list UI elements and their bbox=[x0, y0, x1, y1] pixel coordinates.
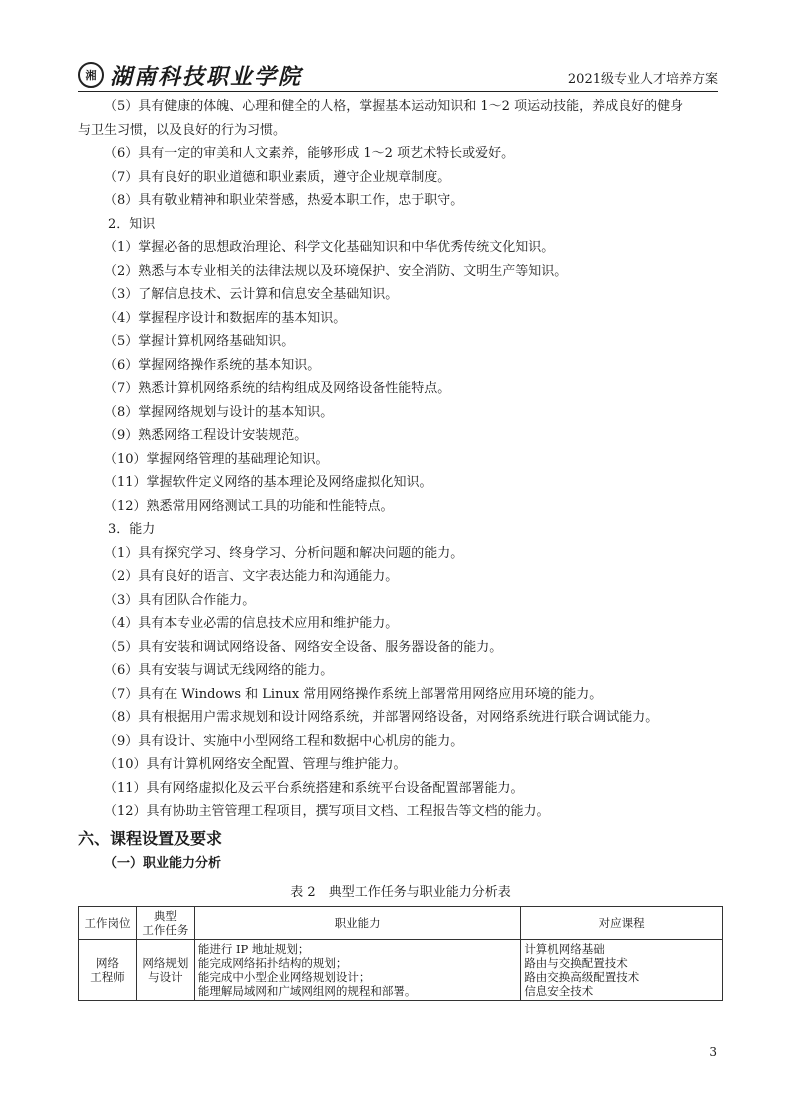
ability-item: （5）具有安装和调试网络设备、网络安全设备、服务器设备的能力。 bbox=[104, 639, 503, 655]
course-line: 路由与交换配置技术 bbox=[524, 955, 628, 970]
ability-item: （7）具有在 Windows 和 Linux 常用网络操作系统上部署常用网络应用环境的能力。 bbox=[104, 686, 603, 702]
subsection-title: （一）职业能力分析 bbox=[104, 855, 222, 871]
header-rule bbox=[78, 91, 718, 92]
ability-item: （12）具有协助主管管理工程项目，撰写项目文档、工程报告等文档的能力。 bbox=[104, 804, 550, 819]
cell-abilities bbox=[194, 939, 520, 1000]
knowledge-item: （12）熟悉常用网络测试工具的功能和性能特点。 bbox=[104, 498, 394, 514]
ability-item: （9）具有设计、实施中小型网络工程和数据中心机房的能力。 bbox=[104, 733, 464, 749]
knowledge-item: （1）掌握必备的思想政治理论、科学文化基础知识和中华优秀传统文化知识。 bbox=[104, 240, 555, 255]
table-caption: 表 2 典型工作任务与职业能力分析表 bbox=[290, 884, 511, 900]
school-logo bbox=[78, 60, 302, 90]
quality-item: （7）具有良好的职业道德和职业素质，遵守企业规章制度。 bbox=[104, 169, 451, 185]
cell-task-line: 与设计 bbox=[148, 969, 183, 984]
knowledge-item: （10）掌握网络管理的基础理论知识。 bbox=[104, 451, 329, 467]
ability-line: 能完成网络拓扑结构的规划； bbox=[197, 955, 348, 970]
ability-item: （3）具有团队合作能力。 bbox=[104, 592, 256, 608]
page-content bbox=[78, 95, 723, 1001]
cell-post-line: 工程师 bbox=[90, 969, 125, 984]
ability-line: 能进行 IP 地址规划； bbox=[197, 941, 310, 956]
ability-line: 能完成中小型企业网络规划设计； bbox=[197, 969, 371, 984]
quality-item: （6）具有一定的审美和人文素养，能够形成 1～2 项艺术特长或爱好。 bbox=[104, 146, 515, 161]
ability-item: （8）具有根据用户需求规划和设计网络系统，并部署网络设备，对网络系统进行联合调试能力。 bbox=[104, 710, 659, 725]
knowledge-heading: 2．知识 bbox=[108, 216, 156, 232]
knowledge-item: （7）熟悉计算机网络系统的结构组成及网络设备性能特点。 bbox=[104, 381, 451, 396]
header-ability: 职业能力 bbox=[194, 906, 520, 939]
table-row bbox=[79, 939, 723, 1000]
knowledge-item: （8）掌握网络规划与设计的基本知识。 bbox=[104, 404, 334, 420]
ability-item: （11）具有网络虚拟化及云平台系统搭建和系统平台设备配置部署能力。 bbox=[104, 780, 524, 796]
header-task-line1: 典型 bbox=[153, 908, 177, 923]
ability-heading: 3．能力 bbox=[108, 522, 156, 537]
header-task bbox=[136, 906, 194, 939]
ability-item: （10）具有计算机网络安全配置、管理与维护能力。 bbox=[104, 757, 407, 772]
course-line: 路由交换高级配置技术 bbox=[524, 969, 640, 984]
knowledge-item: （6）掌握网络操作系统的基本知识。 bbox=[104, 357, 321, 373]
header-post: 工作岗位 bbox=[79, 906, 137, 939]
ability-line: 能理解局域网和广域网组网的规程和部署。 bbox=[197, 983, 417, 998]
section-title: 六、课程设置及要求 bbox=[78, 828, 223, 848]
knowledge-item: （4）掌握程序设计和数据库的基本知识。 bbox=[104, 310, 347, 326]
cell-task-line: 网络规划 bbox=[142, 955, 189, 970]
course-line: 信息安全技术 bbox=[524, 983, 594, 998]
knowledge-item: （11）掌握软件定义网络的基本理论及网络虚拟化知识。 bbox=[104, 475, 433, 490]
ability-item: （2）具有良好的语言、文字表达能力和沟通能力。 bbox=[104, 569, 399, 584]
school-seal-icon: 湘 bbox=[78, 62, 104, 88]
ability-item: （4）具有本专业必需的信息技术应用和维护能力。 bbox=[104, 616, 399, 631]
ability-item: （1）具有探究学习、终身学习、分析问题和解决问题的能力。 bbox=[104, 545, 464, 561]
ability-analysis-table bbox=[78, 906, 723, 1001]
knowledge-item: （5）掌握计算机网络基础知识。 bbox=[104, 334, 295, 349]
header-course: 对应课程 bbox=[521, 906, 723, 939]
school-name: 湖南科技职业学院 bbox=[110, 63, 303, 90]
knowledge-item: （2）熟悉与本专业相关的法律法规以及环境保护、安全消防、文明生产等知识。 bbox=[104, 263, 568, 279]
quality-item-continued: 与卫生习惯，以及良好的行为习惯。 bbox=[78, 122, 287, 138]
header-task-line2: 工作任务 bbox=[142, 922, 189, 937]
page-number: 3 bbox=[709, 1045, 717, 1059]
knowledge-item: （9）熟悉网络工程设计安装规范。 bbox=[104, 428, 308, 443]
page-header bbox=[78, 58, 718, 92]
quality-item: （5）具有健康的体魄、心理和健全的人格，掌握基本运动知识和 1～2 项运动技能，养成良好的健身 bbox=[104, 99, 684, 114]
cell-courses bbox=[521, 939, 723, 1000]
table-header-row bbox=[79, 906, 723, 939]
cell-post-line: 网络 bbox=[95, 955, 119, 970]
quality-item: （8）具有敬业精神和职业荣誉感，热爱本职工作，忠于职守。 bbox=[104, 193, 464, 208]
knowledge-item: （3）了解信息技术、云计算和信息安全基础知识。 bbox=[104, 287, 399, 302]
plan-title: 2021级专业人才培养方案 bbox=[567, 72, 718, 87]
ability-item: （6）具有安装与调试无线网络的能力。 bbox=[104, 663, 334, 678]
cell-post bbox=[79, 939, 137, 1000]
cell-task bbox=[136, 939, 194, 1000]
course-line: 计算机网络基础 bbox=[524, 941, 605, 956]
